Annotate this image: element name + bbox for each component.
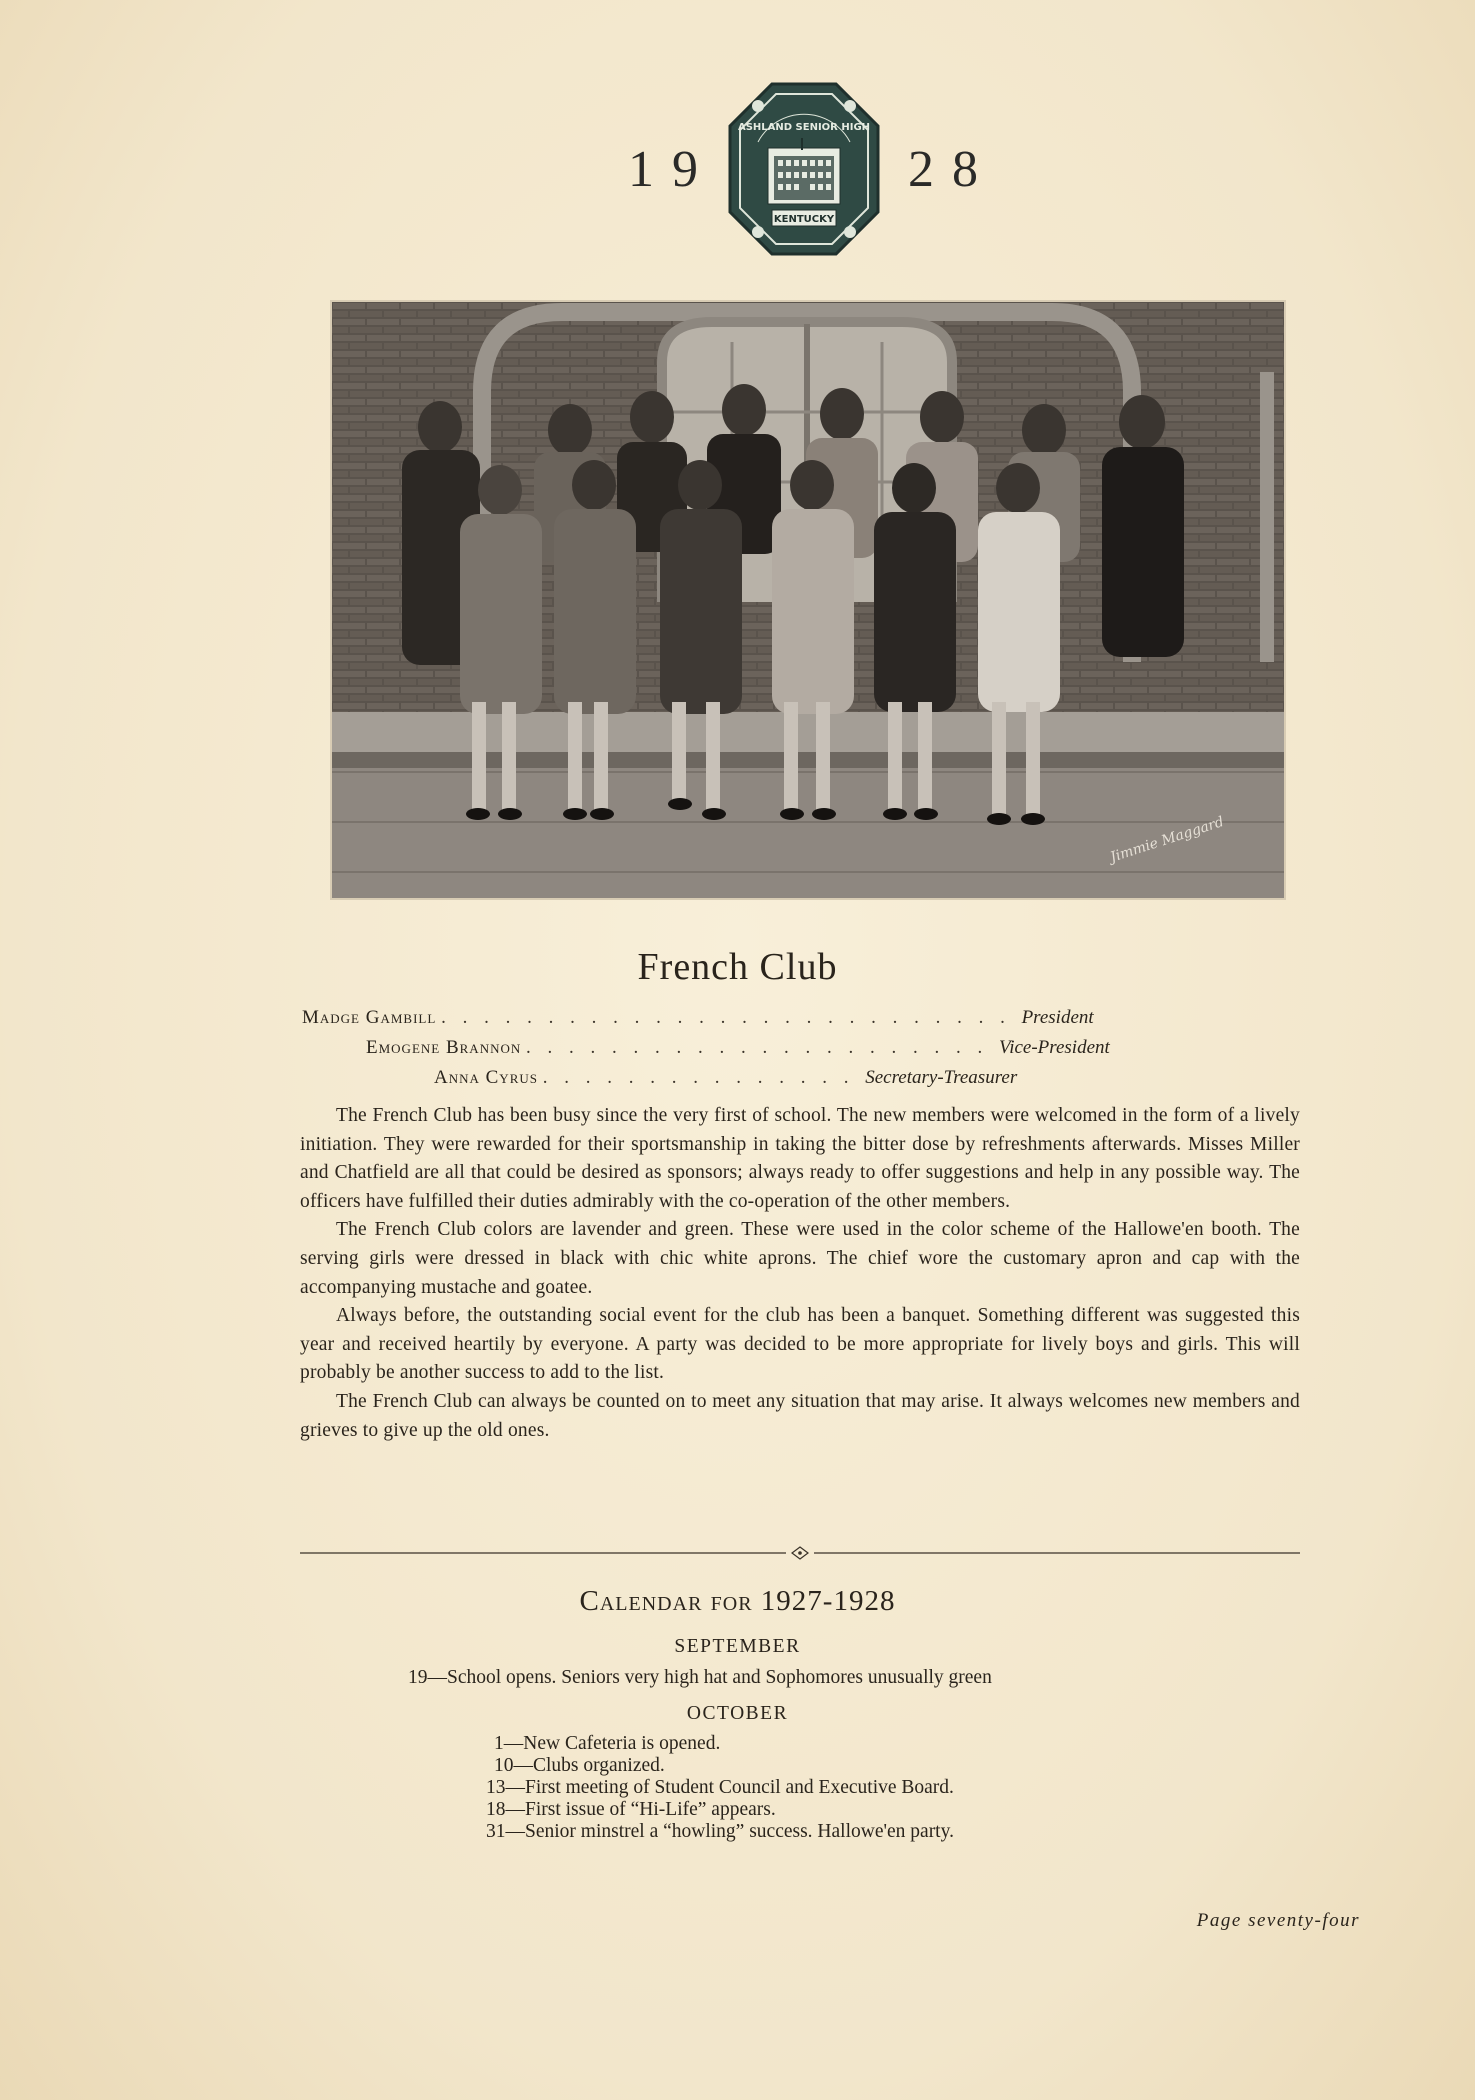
paragraph: The French Club has been busy since the very first of school. The new members were welcomed in the form of a lively initiation. They were rewarded for their sportsmanship in taking the bitter dose by refreshments afterwards. Misses Miller and Chatfield are all that could be desired as sponsors; always ready to offer suggestions and help in any possible way. The officers have fulfilled their duties admirably with the co-operation of the other members.: [300, 1105, 1300, 1212]
calendar-entry: 18—First issue of “Hi-Life” appears.: [486, 1799, 776, 1820]
school-seal: [728, 82, 880, 256]
officer-name: Emogene Brannon: [366, 1037, 522, 1058]
calendar-entry: 10—Clubs organized.: [494, 1755, 665, 1776]
calendar-title: Calendar for 1927-1928: [579, 1585, 896, 1617]
group-photo: [330, 300, 1286, 900]
leader-dots: . . . . . . . . . . . . . . . . . . . . . .: [526, 1037, 999, 1058]
calendar-entry: 13—First meeting of Student Council and Executive Board.: [486, 1777, 954, 1798]
calendar-entry: 19—School opens. Seniors very high hat and Sophomores unusually green: [408, 1667, 992, 1688]
paragraph: The French Club colors are lavender and green. These were used in the color scheme of the Hallowe'en booth. The serving girls were dressed in black with chic white aprons. The chief wore the customary apron and cap with the accompanying mustache and goatee.: [300, 1219, 1300, 1298]
officer-name: Anna Cyrus: [434, 1067, 538, 1088]
officer-name: Madge Gambill: [302, 1007, 437, 1028]
leader-dots: . . . . . . . . . . . . . . .: [542, 1067, 866, 1088]
calendar-entry: 1—New Cafeteria is opened.: [494, 1733, 721, 1754]
year-left: 19: [628, 141, 716, 198]
seal-arc-text: ASHLAND SENIOR HIGH: [737, 122, 871, 133]
paragraph: Always before, the outstanding social event for the club has been a banquet. Something different was suggested this year and received heartily by everyone. A party was decided to be more appropriate for lively boys and girls. This will probably be another success to add to the list.: [300, 1305, 1300, 1384]
ornamental-divider: [300, 1546, 1300, 1560]
month-september: SEPTEMBER: [674, 1636, 801, 1657]
officer-row-1: [302, 1004, 1300, 1032]
studio-signature: Jimmie Maggard: [1108, 813, 1226, 866]
paragraph: The French Club can always be counted on to meet any situation that may arise. It always welcomes new members and grieves to give up the old ones.: [300, 1390, 1300, 1441]
officer-title: President: [1021, 1007, 1094, 1028]
leader-dots: . . . . . . . . . . . . . . . . . . . . . . . . . . .: [441, 1007, 1022, 1028]
month-october: OCTOBER: [686, 1703, 789, 1724]
year-right: 28: [908, 141, 996, 198]
officer-title: Secretary-Treasurer: [865, 1067, 1018, 1088]
officer-title: Vice-President: [999, 1037, 1110, 1058]
club-title: French Club: [637, 946, 838, 988]
officer-row-3: [434, 1064, 1214, 1092]
seal-bottom-text: KENTUCKY: [773, 214, 835, 225]
page-number: Page seventy-four: [1196, 1910, 1360, 1931]
club-description: [300, 1102, 1300, 1445]
officer-row-2: [366, 1034, 1246, 1062]
calendar-entry: 31—Senior minstrel a “howling” success. Hallowe'en party.: [486, 1821, 954, 1842]
